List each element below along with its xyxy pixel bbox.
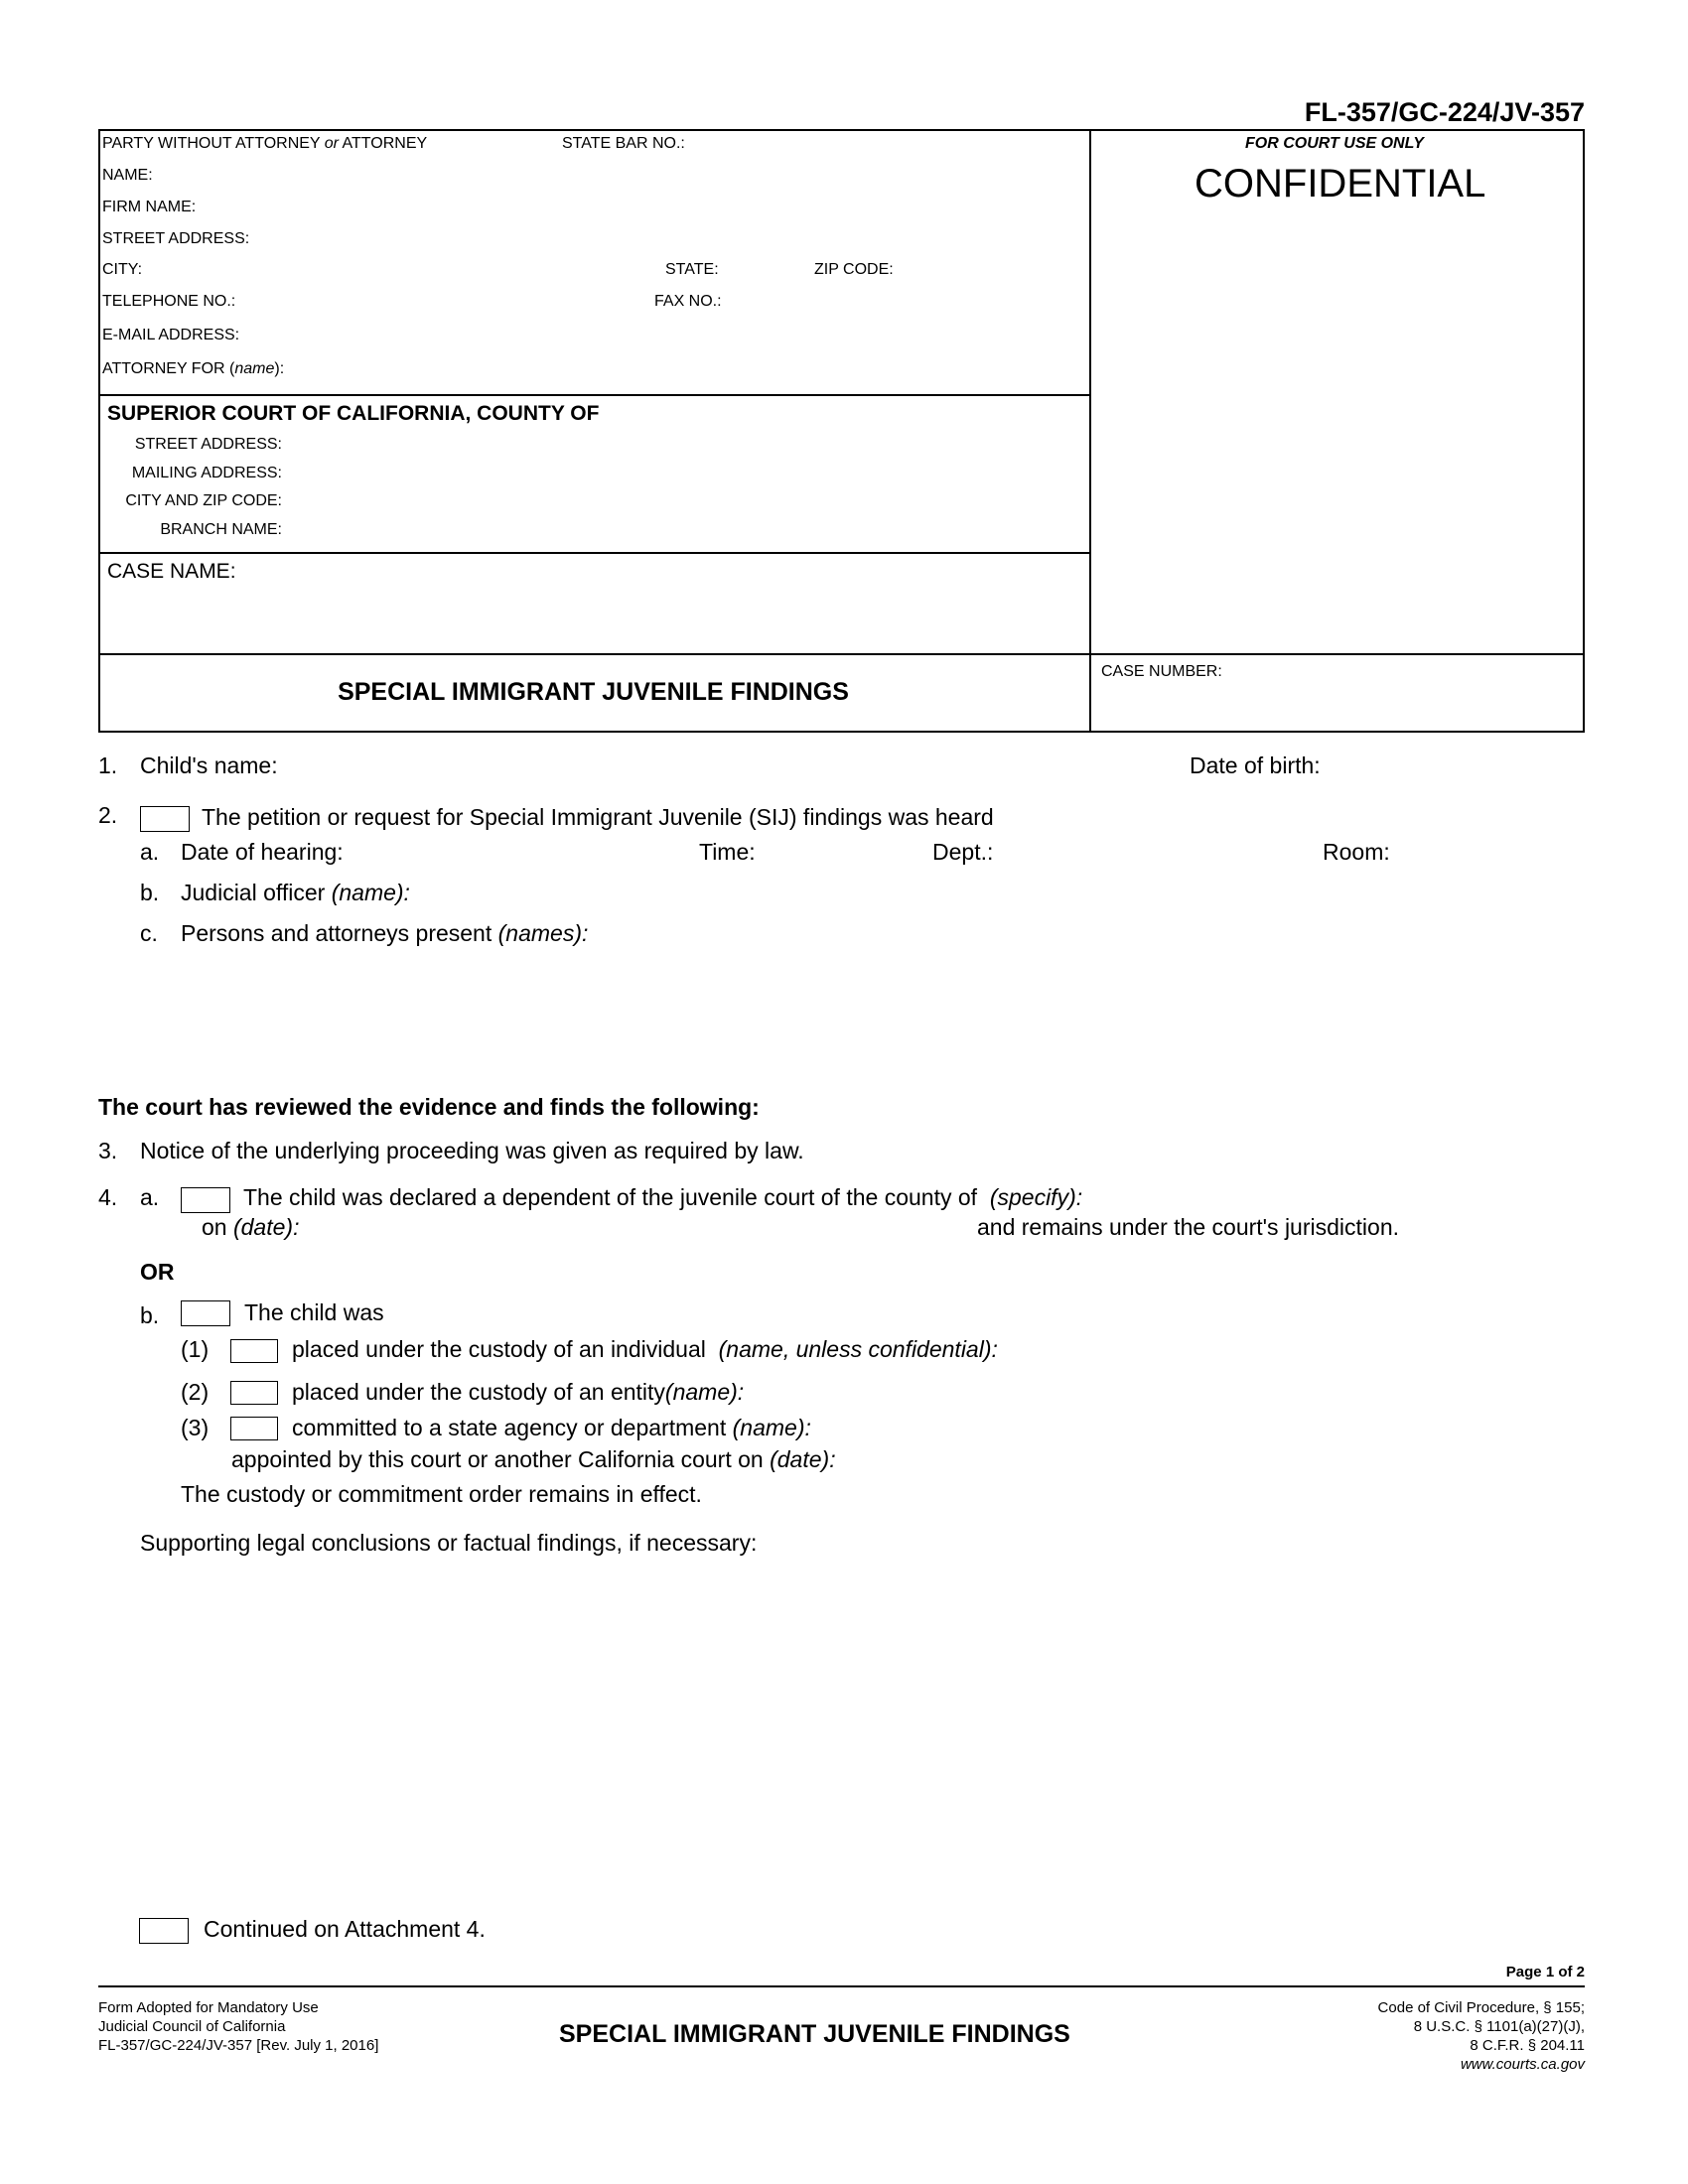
state-label: STATE: [665, 261, 719, 278]
form-title: SPECIAL IMMIGRANT JUVENILE FINDINGS [338, 678, 849, 706]
item-4b-order: The custody or commitment order remains in effect. [181, 1481, 702, 1507]
street-address-label: STREET ADDRESS: [102, 230, 250, 247]
or-label: OR [140, 1259, 175, 1285]
item-4a-remains: and remains under the court's jurisdiction. [977, 1214, 1399, 1240]
court-use-label: FOR COURT USE ONLY [1245, 135, 1424, 152]
judicial-officer-label: Judicial officer (name): [181, 880, 410, 905]
item-4b1-checkbox[interactable] [230, 1339, 278, 1363]
item-4a-letter: a. [140, 1184, 160, 1210]
item-4a-on-date: on (date): [202, 1214, 300, 1240]
item-2-checkbox[interactable] [140, 806, 190, 832]
attachment-checkbox[interactable] [139, 1918, 189, 1944]
court-street-label: STREET ADDRESS: [134, 436, 282, 453]
state-bar-label: STATE BAR NO.: [562, 135, 685, 152]
item-4a-text: The child was declared a dependent of the juvenile court of the county of (specify): [243, 1184, 1083, 1210]
fax-label: FAX NO.: [654, 293, 722, 310]
time-label: Time: [699, 839, 756, 865]
dept-label: Dept.: [932, 839, 994, 865]
item-4b2-checkbox[interactable] [230, 1381, 278, 1405]
form-number: FL-357/GC-224/JV-357 [1304, 97, 1585, 127]
item-4b1-text: placed under the custody of an individual (name, unless confidential): [292, 1336, 998, 1362]
footer-code: Code of Civil Procedure, § 155; 8 U.S.C. § 1101(a)(27)(J), 8 C.F.R. § 204.11 www.courts.ca.gov [1377, 1999, 1585, 2073]
date-of-hearing-label: Date of hearing: [181, 839, 344, 865]
child-name-label: Child's name: [140, 752, 278, 778]
item-4b-letter: b. [140, 1302, 160, 1328]
item-4b-text: The child was [244, 1299, 384, 1325]
findings-heading: The court has reviewed the evidence and finds the following: [98, 1094, 760, 1120]
footer-title: SPECIAL IMMIGRANT JUVENILE FINDINGS [559, 2020, 1070, 2048]
item-2b-letter: b. [140, 880, 160, 905]
caption-box [98, 129, 1585, 733]
item-3-number: 3. [98, 1138, 118, 1163]
item-3-text: Notice of the underlying proceeding was given as required by law. [140, 1138, 804, 1163]
email-label: E-MAIL ADDRESS: [102, 327, 240, 343]
date-of-birth-label: Date of birth: [1190, 752, 1321, 778]
court-mailing-label: MAILING ADDRESS: [131, 465, 282, 481]
party-label: PARTY WITHOUT ATTORNEY or ATTORNEY [102, 135, 428, 152]
name-label: NAME: [102, 167, 153, 184]
court-branch-label: BRANCH NAME: [160, 521, 282, 538]
telephone-label: TELEPHONE NO.: [102, 293, 236, 310]
supporting-label: Supporting legal conclusions or factual findings, if necessary: [140, 1530, 758, 1556]
footer-adopted: Form Adopted for Mandatory Use Judicial Council of California FL-357/GC-224/JV-357 [Rev. July 1, 2016] [98, 1999, 379, 2054]
court-title: SUPERIOR COURT OF CALIFORNIA, COUNTY OF [107, 402, 600, 425]
item-1-number: 1. [98, 752, 118, 778]
item-4-number: 4. [98, 1184, 118, 1210]
item-4b3-checkbox[interactable] [230, 1417, 278, 1440]
persons-present-label: Persons and attorneys present (names): [181, 920, 589, 946]
item-4b2-text: placed under the custody of an entity(name): [292, 1379, 745, 1405]
item-2-number: 2. [98, 802, 118, 828]
item-2a-letter: a. [140, 839, 160, 865]
item-4b-checkbox[interactable] [181, 1300, 230, 1326]
footer-rule [98, 1985, 1585, 1987]
item-4a-checkbox[interactable] [181, 1187, 230, 1213]
firm-name-label: FIRM NAME: [102, 199, 197, 215]
item-4b3-text: committed to a state agency or department (name): [292, 1415, 811, 1440]
room-label: Room: [1323, 839, 1390, 865]
continued-label: Continued on Attachment 4. [204, 1916, 486, 1942]
item-4b2-number: (2) [181, 1379, 210, 1405]
page-number: Page 1 of 2 [1505, 1964, 1585, 1980]
item-4b1-number: (1) [181, 1336, 210, 1362]
city-label: CITY: [102, 261, 143, 278]
item-4b3-appointed: appointed by this court or another California court on (date): [231, 1446, 836, 1472]
confidential-label: CONFIDENTIAL [1195, 162, 1486, 205]
zip-code-label: ZIP CODE: [814, 261, 894, 278]
item-2-text: The petition or request for Special Immigrant Juvenile (SIJ) findings was heard [202, 804, 994, 830]
court-city-zip-label: CITY AND ZIP CODE: [125, 492, 282, 509]
item-2c-letter: c. [140, 920, 158, 946]
attorney-for-label: ATTORNEY FOR (name): [102, 360, 285, 377]
case-number-label: CASE NUMBER: [1101, 663, 1222, 680]
item-4b3-number: (3) [181, 1415, 210, 1440]
case-name-label: CASE NAME: [107, 560, 236, 583]
